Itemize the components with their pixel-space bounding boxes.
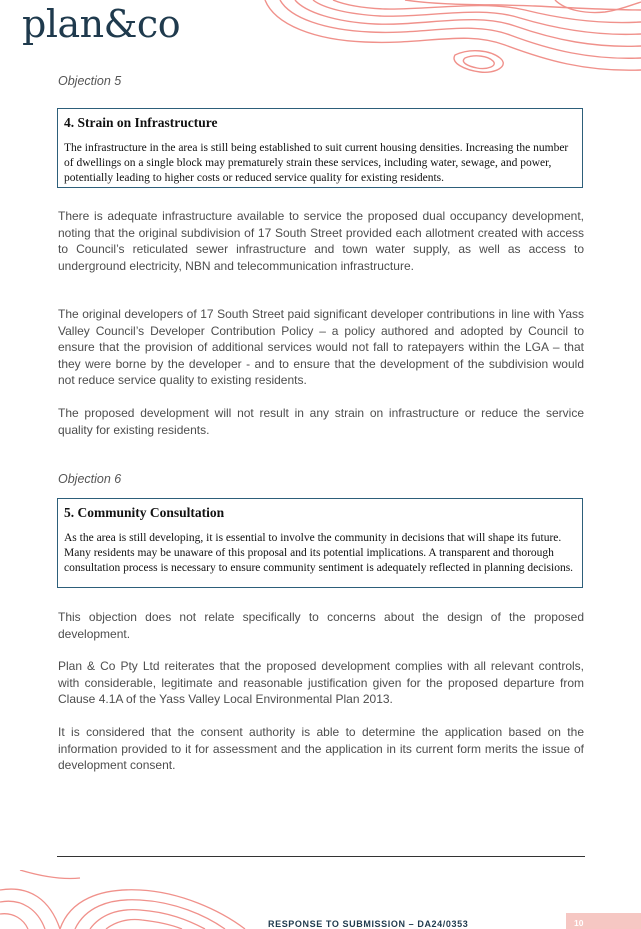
objection-6-quote-box	[57, 498, 583, 588]
objection-5-quote-box	[57, 108, 583, 188]
objection-5-quote-body: The infrastructure in the area is still being established to suit current housing densities. Increasing the number of dwellings on a single block may prematurely strain these services, including water, sewage, and power, potentially leading to higher costs or reduced service quality for existing residents.	[64, 142, 569, 184]
response-6-paragraph-1: This objection does not relate specifically to concerns about the design of the proposed development.	[58, 610, 584, 641]
footer-divider	[57, 856, 585, 857]
objection-5-label: Objection 5	[58, 74, 122, 88]
contour-pattern-top	[255, 0, 641, 75]
response-5-paragraph-1: There is adequate infrastructure available to service the proposed dual occupancy development, noting that the original subdivision of 17 South Street provided each allotment created with access to Council’s reticulated sewer infrastructure and town water supply, as well as access to underground electricity, NBN and telecommunication infrastructure.	[58, 209, 584, 273]
page-number-badge	[566, 913, 641, 929]
objection-6-label: Objection 6	[58, 472, 122, 486]
response-5-paragraph-2: The original developers of 17 South Street paid significant developer contributions in line with Yass Valley Council’s Developer Contribution Policy – a policy authored and adopted by Council to ensure that the provision of additional services would not fall to ratepayers within the LGA – that they were borne by the developer - and to ensure that the development of the subdivision would not reduce service quality to existing residents.	[58, 307, 584, 387]
objection-6-quote-body: As the area is still developing, it is essential to involve the community in decisions that will shape its future. Many residents may be unaware of this proposal and its potential implications. A transparent and thorough consultation process is necessary to ensure community sentiment is adequately reflected in planning decisions.	[64, 532, 574, 574]
response-5-paragraph-3: The proposed development will not result in any strain on infrastructure or reduce the service quality for existing residents.	[58, 406, 584, 437]
objection-6-quote-title: 5. Community Consultation	[64, 505, 225, 520]
response-6-paragraph-2: Plan & Co Pty Ltd reiterates that the proposed development complies with all relevant controls, with considerable, legitimate and reasonable justification given for the proposed departure from Clause 4.1A of the Yass Valley Local Environmental Plan 2013.	[58, 659, 584, 706]
contour-pattern-bottom	[0, 870, 250, 929]
response-6-paragraph-3: It is considered that the consent authority is able to determine the application based on the information provided to it for assessment and the application in its current form merits the issue of development consent.	[58, 725, 584, 772]
footer-document-title: RESPONSE TO SUBMISSION – DA24/0353	[268, 919, 469, 929]
brand-logo: plan&co	[22, 2, 181, 46]
objection-5-quote-title: 4. Strain on Infrastructure	[64, 115, 218, 130]
page-number: 10	[574, 918, 584, 928]
